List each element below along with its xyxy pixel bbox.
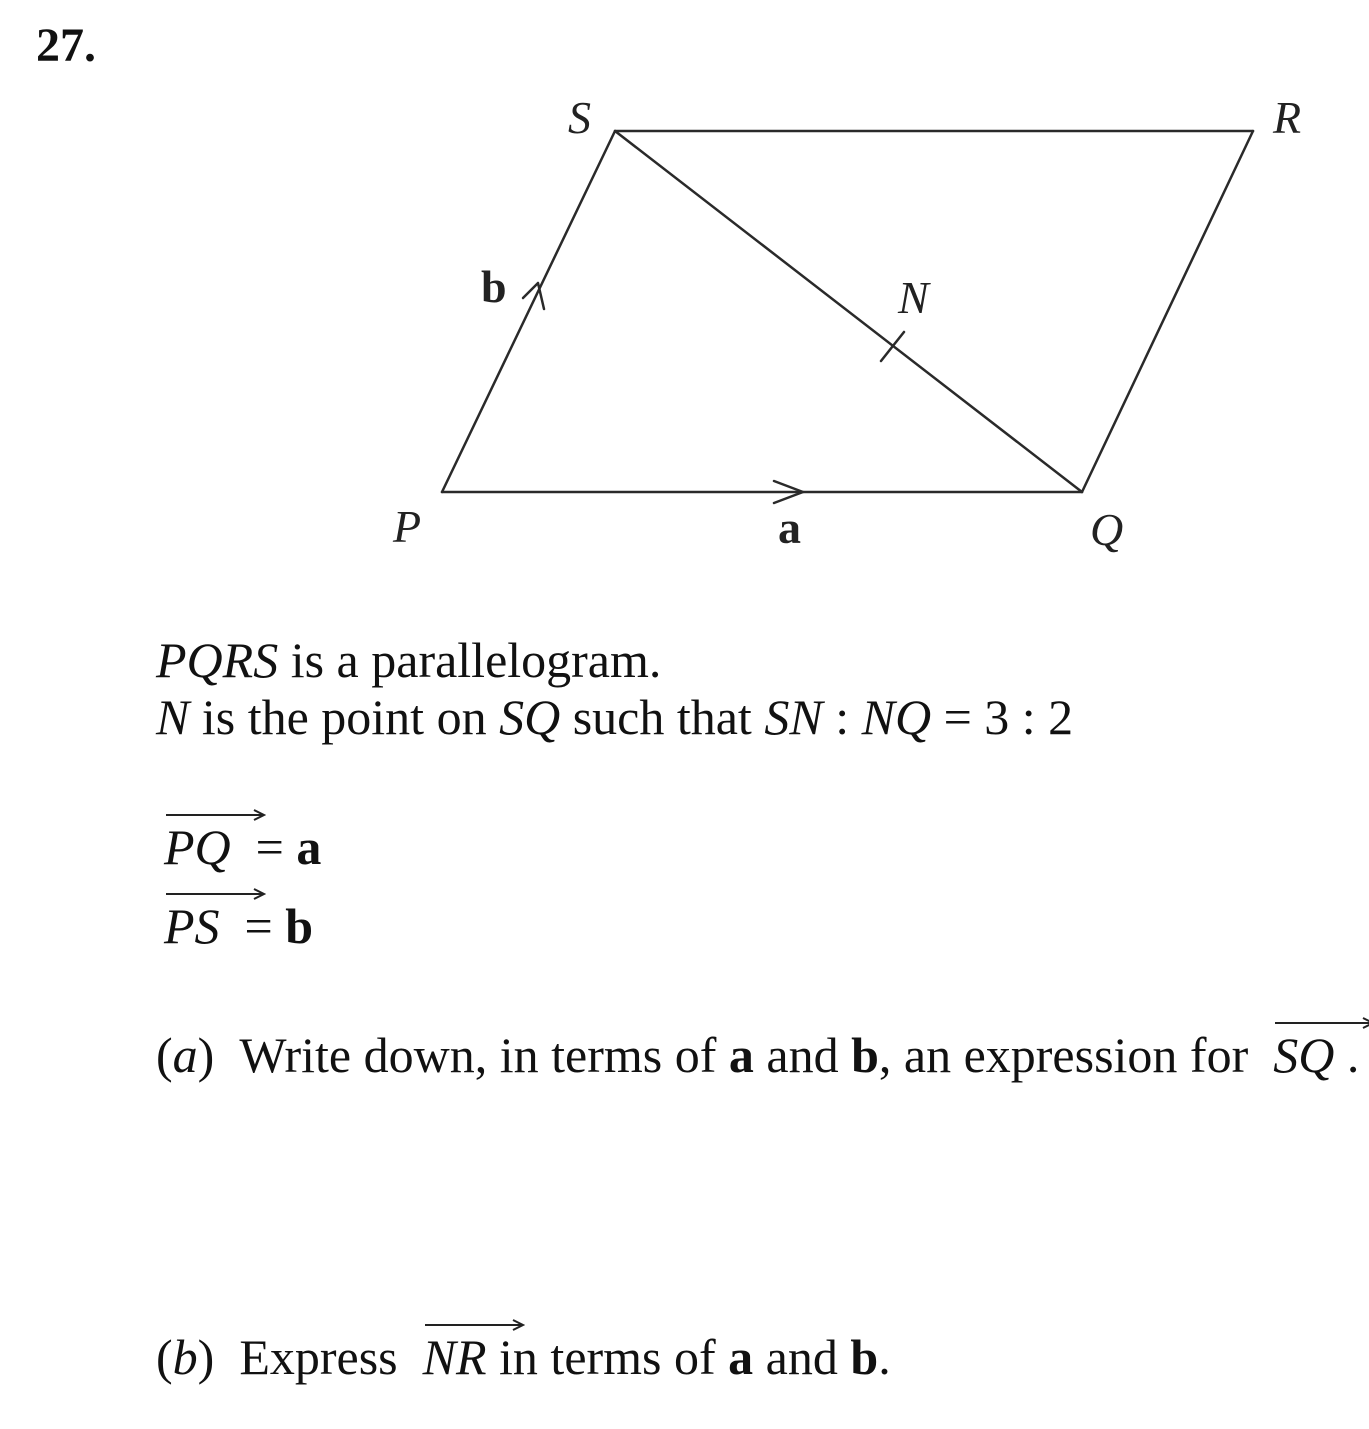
vector-b: b bbox=[850, 1329, 879, 1385]
statement-text: is the point on bbox=[189, 689, 500, 745]
part-text: and bbox=[753, 1027, 852, 1083]
point-label-n: N bbox=[898, 272, 929, 323]
parallelogram-diagram bbox=[0, 0, 1369, 600]
part-paren: ( bbox=[156, 1329, 173, 1385]
part-a bbox=[156, 1027, 1360, 1083]
vector-arrow-icon bbox=[425, 1318, 525, 1332]
part-b bbox=[156, 1329, 891, 1385]
definition-ps bbox=[164, 898, 314, 954]
statement-point-n bbox=[156, 689, 1074, 745]
vector-nr: NR bbox=[423, 1332, 487, 1382]
vector-label-b: b bbox=[481, 261, 507, 312]
definition-pq bbox=[164, 819, 322, 875]
part-letter: a bbox=[172, 1027, 198, 1083]
part-letter: b bbox=[172, 1329, 198, 1385]
part-paren: ) bbox=[197, 1027, 215, 1083]
part-text: Express bbox=[239, 1329, 398, 1385]
vertex-label-q: Q bbox=[1090, 504, 1124, 555]
vector-b: b bbox=[851, 1027, 879, 1083]
vector-value: a bbox=[296, 819, 322, 875]
part-paren: ( bbox=[156, 1027, 173, 1083]
equals-sign: = bbox=[244, 898, 286, 954]
vertex-label-s: S bbox=[568, 92, 591, 143]
shape-name: PQRS bbox=[156, 632, 279, 688]
vector-pq: PQ bbox=[164, 822, 231, 872]
part-text: in terms of bbox=[486, 1329, 729, 1385]
part-text: , an expression for bbox=[878, 1027, 1249, 1083]
vector-arrow-icon bbox=[1275, 1016, 1369, 1030]
vertex-label-r: R bbox=[1273, 92, 1302, 143]
vector-value: b bbox=[285, 898, 314, 954]
ratio-colon: : bbox=[822, 689, 862, 745]
vector-a: a bbox=[728, 1027, 754, 1083]
statement-parallelogram bbox=[156, 632, 662, 688]
segment-sq: SQ bbox=[499, 689, 561, 745]
vector-a: a bbox=[728, 1329, 754, 1385]
part-end: . bbox=[1346, 1027, 1360, 1083]
vector-ps: PS bbox=[164, 901, 220, 951]
part-text: and bbox=[753, 1329, 851, 1385]
vector-arrow-icon bbox=[166, 887, 266, 901]
question-number: 27. bbox=[36, 19, 96, 72]
diagonal-sq bbox=[615, 131, 1082, 492]
statement-text: is a parallelogram. bbox=[278, 632, 662, 688]
vector-sq: SQ bbox=[1273, 1030, 1334, 1080]
equals-sign: = bbox=[255, 819, 297, 875]
ratio-value: = 3 : 2 bbox=[931, 689, 1074, 745]
vector-label-a: a bbox=[778, 502, 801, 553]
side-ps bbox=[442, 131, 615, 492]
vector-arrow-icon bbox=[166, 808, 266, 822]
part-end: . bbox=[878, 1329, 891, 1385]
side-rq bbox=[1082, 131, 1253, 492]
tick-mark-n bbox=[881, 332, 904, 361]
statement-text: such that bbox=[560, 689, 765, 745]
point-n: N bbox=[156, 689, 190, 745]
segment-nq: NQ bbox=[861, 689, 932, 745]
part-text: Write down, in terms of bbox=[239, 1027, 729, 1083]
vertex-label-p: P bbox=[393, 501, 422, 552]
segment-sn: SN bbox=[764, 689, 823, 745]
part-paren: ) bbox=[197, 1329, 215, 1385]
